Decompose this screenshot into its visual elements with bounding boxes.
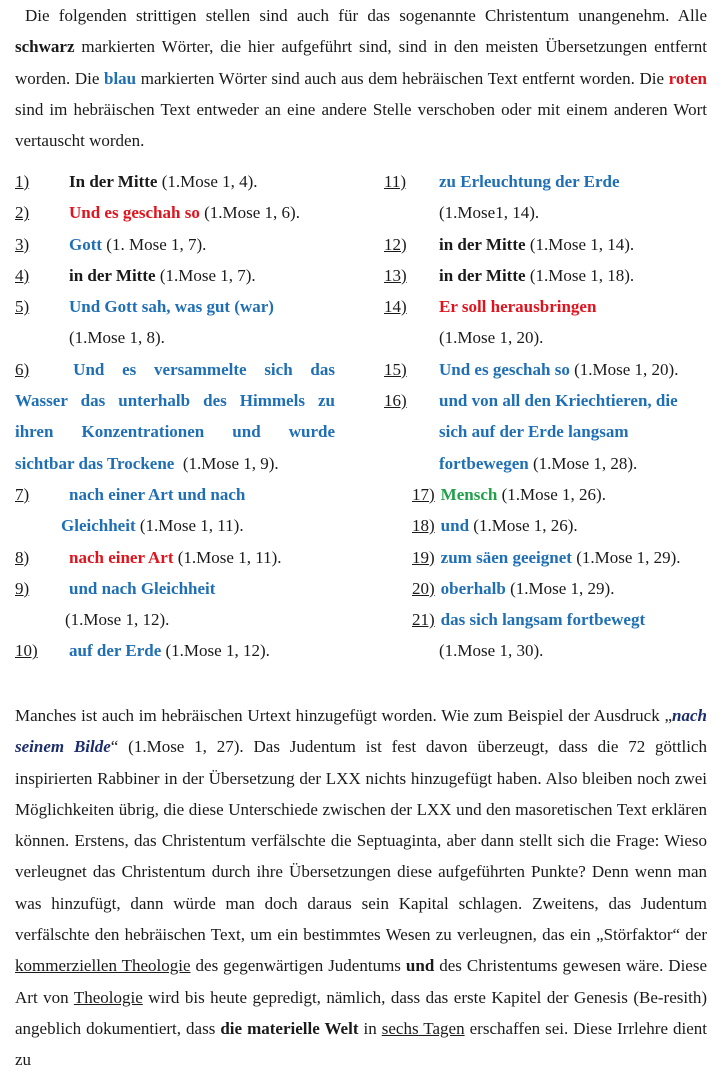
underlined-term: sechs Tagen <box>381 1018 465 1038</box>
item-number: 16) <box>384 391 407 411</box>
item-reference: (1.Mose 1, 28). <box>528 453 638 473</box>
item-number: 10) <box>15 641 38 661</box>
list-item <box>15 197 335 228</box>
intro-text: markierten Wörter sind auch aus dem hebräischen Text entfernt worden. Die <box>136 68 669 88</box>
item-reference: (1.Mose 1, 7). <box>155 265 256 285</box>
body-text: des Christentums gewesen wäre. Diese Art von <box>15 956 707 1007</box>
item-phrase: in der Mitte <box>439 234 526 254</box>
legend-blue-word: blau <box>103 68 137 88</box>
body-text: in <box>358 1018 382 1038</box>
list-item <box>384 291 714 354</box>
item-number: 11) <box>384 172 407 191</box>
list-item <box>15 573 335 636</box>
item-number: 14) <box>384 297 407 317</box>
item-reference: (1.Mose 1, 8). <box>69 328 165 348</box>
list-item <box>15 166 335 197</box>
item-number: 8) <box>15 547 30 567</box>
list-column-right <box>384 166 714 667</box>
item-phrase: Mensch <box>440 484 498 504</box>
item-reference: (1.Mose 1, 11). <box>135 516 244 536</box>
item-reference: (1.Mose 1, 11). <box>173 547 282 567</box>
list-item <box>384 479 714 510</box>
list-item <box>384 604 714 667</box>
item-phrase-line: ihren Konzentrationen und wurde <box>15 422 335 442</box>
item-phrase: auf der Erde <box>69 641 162 661</box>
list-item <box>15 260 335 291</box>
list-item <box>15 479 335 542</box>
body-text: erschaffen sei. Diese Irrlehre dient zu <box>15 1018 708 1070</box>
quoted-phrase: nach seinem Bilde <box>15 706 707 757</box>
item-reference: (1. Mose 1, 7). <box>102 234 207 254</box>
item-reference: (1.Mose 1, 12). <box>65 610 170 630</box>
item-number: 7) <box>15 484 30 504</box>
item-reference: (1.Mose 1, 26). <box>469 516 578 536</box>
item-phrase: fortbewegen <box>439 453 529 473</box>
item-reference: (1.Mose 1, 29). <box>505 578 615 598</box>
list-item <box>15 542 335 573</box>
item-phrase: oberhalb <box>440 578 506 598</box>
item-reference: (1.Mose 1, 4). <box>157 172 258 191</box>
item-number: 20) <box>412 578 435 598</box>
item-phrase-line <box>15 354 335 385</box>
item-phrase-line: sichtbar das Trockene <box>15 453 175 473</box>
item-phrase: zu Erleuchtung der Erde <box>439 172 620 191</box>
item-phrase: Und es geschah so <box>69 203 200 223</box>
item-phrase: Und es versammelte sich das <box>73 359 335 379</box>
bold-term: die materielle Welt <box>220 1018 359 1038</box>
list-item <box>384 385 714 479</box>
item-reference: (1.Mose 1, 9). <box>174 453 279 473</box>
item-phrase: In der Mitte <box>69 172 158 191</box>
item-phrase: Gott <box>69 234 103 254</box>
item-phrase: Er soll herausbringen <box>439 297 597 317</box>
item-reference: (1.Mose1, 14). <box>439 203 540 223</box>
item-phrase-line: Wasser das unterhalb des Himmels zu <box>15 391 335 411</box>
item-phrase: und <box>440 516 470 536</box>
item-phrase: in der Mitte <box>439 265 526 285</box>
item-phrase: Und Gott sah, was gut (war) <box>69 297 274 317</box>
list-item <box>15 229 335 260</box>
item-number: 3) <box>15 234 30 254</box>
item-number: 21) <box>412 610 435 630</box>
list-item <box>384 166 714 229</box>
intro-text: markierten Wörter, die hier aufgeführt sind, sind in den meisten Übersetzungen entfernt worden. Die <box>15 37 707 88</box>
item-phrase: und nach Gleichheit <box>69 578 216 598</box>
item-reference: (1.Mose 1, 20). <box>569 359 679 379</box>
item-reference: (1.Mose 1, 26). <box>497 484 606 504</box>
item-reference: (1.Mose 1, 30). <box>439 641 544 661</box>
intro-text: sind im hebräischen Text entweder an eine andere Stelle verschoben oder mit einem anderen Wort vertauscht worden. <box>15 99 707 151</box>
list-item <box>384 229 714 260</box>
list-item <box>384 573 714 604</box>
intro-paragraph <box>15 0 707 156</box>
item-phrase: nach einer Art <box>69 547 174 567</box>
quote-open: „ <box>664 706 673 725</box>
item-number: 13) <box>384 265 407 285</box>
item-reference: (1.Mose 1, 12). <box>161 641 270 661</box>
underlined-term: kommerziellen Theologie <box>15 956 191 976</box>
item-phrase: Und es geschah so <box>439 359 570 379</box>
item-number: 19) <box>412 547 435 567</box>
item-number: 9) <box>15 578 30 598</box>
item-reference: (1.Mose 1, 29). <box>571 547 681 567</box>
item-reference: (1.Mose 1, 20). <box>439 328 544 348</box>
list-item <box>384 354 714 385</box>
item-phrase: das sich langsam fortbewegt <box>440 610 646 630</box>
list-item <box>15 291 335 354</box>
item-number: 15) <box>384 359 407 379</box>
body-text: des gegenwärtigen Judentums <box>190 956 406 976</box>
item-number: 18) <box>412 516 435 536</box>
list-item <box>15 354 335 479</box>
bold-term: und <box>405 956 435 976</box>
item-phrase: sich auf der Erde langsam <box>439 422 629 442</box>
list-item <box>384 260 714 291</box>
item-phrase: in der Mitte <box>69 265 156 285</box>
item-number: 6) <box>15 359 30 379</box>
item-reference: (1.Mose 1, 18). <box>525 265 635 285</box>
item-phrase: nach einer Art und nach <box>69 484 246 504</box>
body-paragraph <box>15 700 707 1076</box>
underlined-term: Theologie <box>73 987 143 1007</box>
body-text: Manches ist auch im hebräischen Urtext hinzugefügt worden. Wie zum Beispiel der Ausdruck <box>15 706 665 725</box>
legend-red-word: roten <box>668 68 708 88</box>
item-number: 17) <box>412 484 435 504</box>
item-reference: (1.Mose 1, 14). <box>525 234 635 254</box>
item-number: 5) <box>15 297 30 317</box>
item-number: 1) <box>15 172 30 191</box>
list-item <box>15 635 335 666</box>
item-reference: (1.Mose 1, 6). <box>199 203 300 223</box>
item-phrase: zum säen geeignet <box>440 547 572 567</box>
intro-text: Die folgenden strittigen stellen sind auch für das sogenannte Christentum unangenehm. Alle <box>25 6 707 25</box>
item-phrase: Gleichheit <box>61 516 136 536</box>
item-phrase: und von all den Kriechtieren, die <box>439 391 678 411</box>
quote-close: “ <box>110 737 119 757</box>
item-number: 12) <box>384 234 407 254</box>
item-number: 2) <box>15 203 30 223</box>
body-text: (1.Mose 1, 27). Das Judentum ist fest davon überzeugt, dass die 72 göttlich inspirierten Rabbiner in der Übersetzung der LXX nichts hinzugefügt haben. Also bleiben noch zwei Möglichkeiten übrig, die diese Unterschiede zwischen der LXX und den masoretischen Text erklären können. Erstens, das Christentum verfälschte die Septuaginta, aber dann stellt sich die Frage: Wieso verleugnet das Christentum durch ihre Übersetzungen diese aufgeführten Punkte? Denn wenn man was hinzufügt, dann würde man doch daraus sein Kapital schlagen. Zweitens, das Judentum verfälschte den hebräischen Text, um ein bestimmtes Wesen zu verleugnen, das ein „Störfaktor“ der <box>15 737 707 945</box>
item-number: 4) <box>15 265 30 285</box>
list-item <box>384 510 714 541</box>
legend-black-word: schwarz <box>15 37 75 57</box>
list-item <box>384 542 714 573</box>
list-column-left <box>15 166 335 667</box>
body-text: wird bis heute gepredigt, nämlich, dass das erste Kapitel der Genesis (Be-resith) angeblich dokumentiert, dass <box>15 987 707 1038</box>
